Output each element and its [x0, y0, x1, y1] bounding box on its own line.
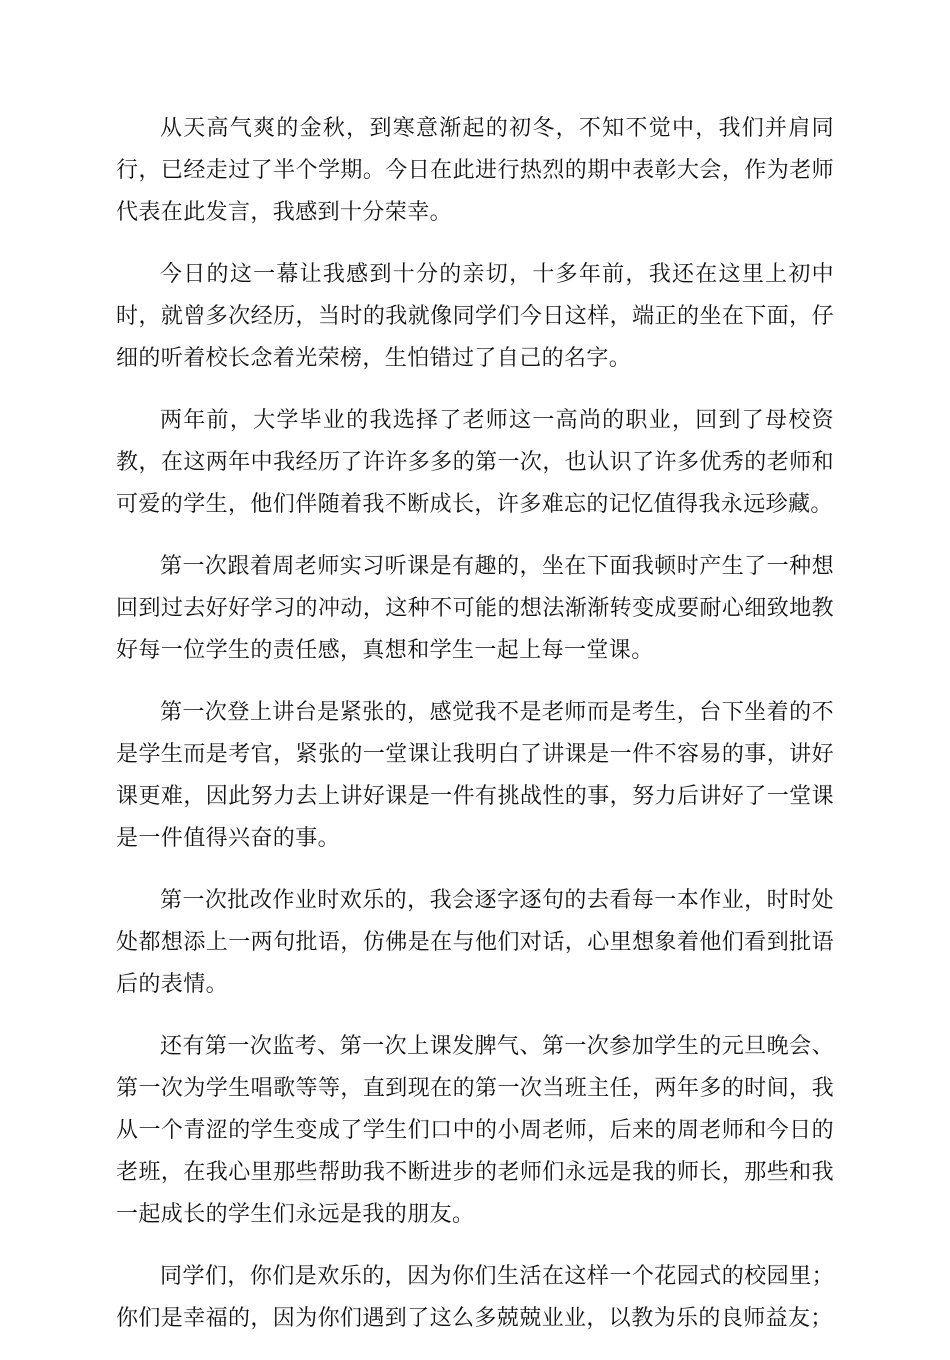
paragraph-4: 第一次跟着周老师实习听课是有趣的，坐在下面我顿时产生了一种想回到过去好好学习的冲动，这种不可能的想法渐渐转变成要耐心细致地教好每一位学生的责任感，真想和学生一起上每一堂课。 — [116, 554, 834, 663]
paragraph-2: 今日的这一幕让我感到十分的亲切，十多年前，我还在这里上初中时，就曾多次经历，当时的我就像同学们今日这样，端正的坐在下面，仔细的听着校长念着光荣榜，生怕错过了自己的名字。 — [116, 262, 834, 371]
paragraph-3: 两年前，大学毕业的我选择了老师这一高尚的职业，回到了母校资教，在这两年中我经历了许许多多的第一次，也认识了许多优秀的老师和可爱的学生，他们伴随着我不断成长，许多难忘的记忆值得我永远珍藏。 — [116, 408, 834, 517]
paragraph-5: 第一次登上讲台是紧张的，感觉我不是老师而是考生，台下坐着的不是学生而是考官，紧张的一堂课让我明白了讲课是一件不容易的事，讲好课更难，因此努力去上讲好课是一件有挑战性的事，努力后讲好了一堂课是一件值得兴奋的事。 — [116, 700, 834, 851]
paragraph-8: 同学们，你们是欢乐的，因为你们生活在这样一个花园式的校园里；你们是幸福的，因为你们遇到了这么多兢兢业业，以教为乐的良师益友； — [116, 1264, 834, 1331]
paragraph-1: 从天高气爽的金秋，到寒意渐起的初冬，不知不觉中，我们并肩同行，已经走过了半个学期。今日在此进行热烈的期中表彰大会，作为老师代表在此发言，我感到十分荣幸。 — [116, 116, 834, 225]
paragraph-6: 第一次批改作业时欢乐的，我会逐字逐句的去看每一本作业，时时处处都想添上一两句批语，仿佛是在与他们对话，心里想象着他们看到批语后的表情。 — [116, 888, 834, 997]
document-body — [116, 108, 834, 1360]
paragraph-7: 还有第一次监考、第一次上课发脾气、第一次参加学生的元旦晚会、第一次为学生唱歌等等，直到现在的第一次当班主任，两年多的时间，我从一个青涩的学生变成了学生们口中的小周老师，后来的周老师和今日的老班，在我心里那些帮助我不断进步的老师们永远是我的师长，那些和我一起成长的学生们永远是我的朋友。 — [116, 1034, 834, 1227]
